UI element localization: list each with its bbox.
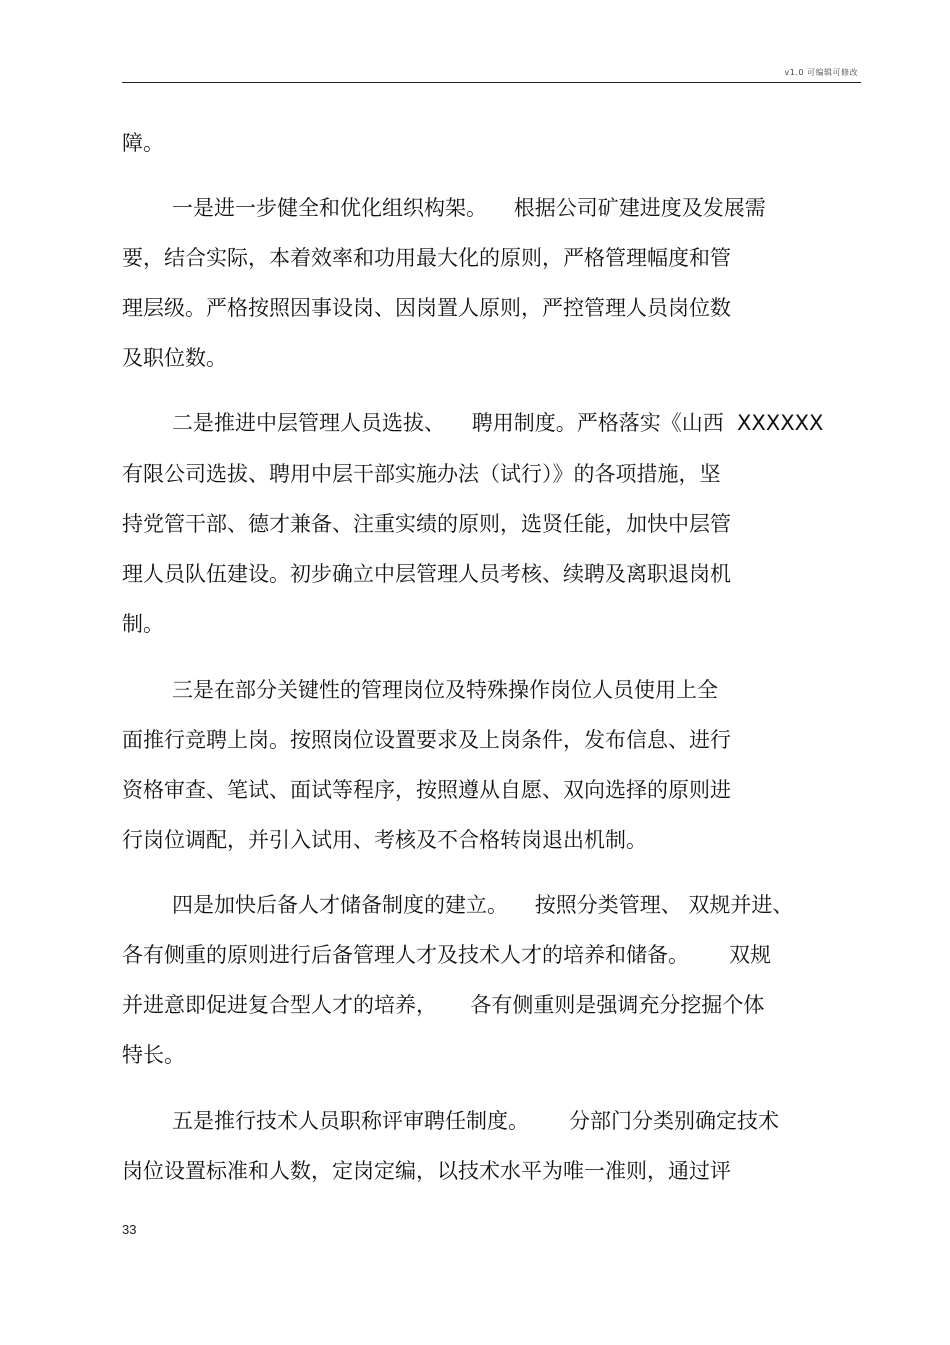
paragraph-3-line: 行岗位调配，并引入试用、考核及不合格转岗退出机制。: [122, 828, 647, 852]
paragraph-4-line: 并进意即促进复合型人才的培养， 各有侧重则是强调充分挖掘个体: [122, 993, 765, 1017]
paragraph-1-line: 一是进一步健全和优化组织构架。 根据公司矿建进度及发展需: [172, 196, 766, 220]
paragraph-5-line: 岗位设置标准和人数，定岗定编，以技术水平为唯一准则，通过评: [122, 1159, 731, 1183]
paragraph-2-line: 有限公司选拔、聘用中层干部实施办法（试行）》的各项措施，坚: [122, 462, 721, 486]
paragraph-2-line: 二是推进中层管理人员选拔、 聘用制度。严格落实《山西 XXXXXX: [172, 411, 824, 435]
paragraph-5-line: 五是推行技术人员职称评审聘任制度。 分部门分类别确定技术: [172, 1109, 780, 1133]
header-version-label: v1.0 可编辑可修改: [784, 68, 858, 77]
paragraph-4-line: 各有侧重的原则进行后备管理人才及技术人才的培养和储备。 双规: [122, 943, 772, 967]
paragraph-1-line: 及职位数。: [122, 346, 227, 370]
page-number: 33: [122, 1222, 137, 1237]
paragraph-2-line: 制。: [122, 612, 164, 636]
paragraph-2-line: 理人员队伍建设。初步确立中层管理人员考核、续聘及离职退岗机: [122, 562, 731, 586]
paragraph-4-line: 特长。: [122, 1043, 185, 1067]
paragraph-1-line: 要，结合实际，本着效率和功用最大化的原则，严格管理幅度和管: [122, 246, 731, 270]
paragraph-3-line: 三是在部分关键性的管理岗位及特殊操作岗位人员使用上全: [172, 678, 718, 702]
paragraph-3-line: 面推行竞聘上岗。按照岗位设置要求及上岗条件，发布信息、进行: [122, 728, 731, 752]
paragraph-2-line: 持党管干部、德才兼备、注重实绩的原则，选贤任能，加快中层管: [122, 512, 731, 536]
header-rule: [122, 82, 861, 83]
paragraph-3-line: 资格审查、笔试、面试等程序，按照遵从自愿、双向选择的原则进: [122, 778, 731, 802]
body-line: 障。: [122, 131, 164, 155]
paragraph-1-line: 理层级。严格按照因事设岗、因岗置人原则，严控管理人员岗位数: [122, 296, 731, 320]
paragraph-4-line: 四是加快后备人才储备制度的建立。 按照分类管理、 双规并进、: [172, 893, 794, 917]
